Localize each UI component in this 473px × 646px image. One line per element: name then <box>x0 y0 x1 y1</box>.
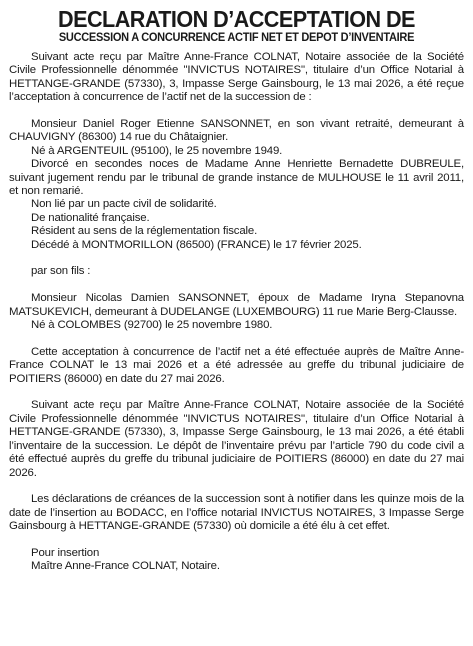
paragraph-gap <box>9 534 464 547</box>
paragraph-gap <box>9 105 464 118</box>
paragraph-gap <box>9 279 464 292</box>
paragraph-birth: Né à ARGENTEUIL (95100), le 25 novembre 1949. <box>31 144 283 157</box>
paragraph-gap <box>9 386 464 399</box>
paragraph-inventory: Suivant acte reçu par Maître Anne-France COLNAT, Notaire associée de la Société Civile Professionnelle dénommée "INVICTUS NOTAIRES", titulaire d’un Office Notarial à HETTANGE-GRANDE (57330), 3, Impasse Serge Gainsbourg, le 13 mai 2026, a été établi l’inventaire de la succession. Le dépôt de l’inventaire prévu par l’article 790 du code civil a été effectué auprès du greffe du tribunal judiciaire de POITIERS (86000) en date du 27 mai 2026. <box>9 399 464 479</box>
paragraph-heir-intro: par son fils : <box>31 265 91 278</box>
paragraph-acceptance-filing: Cette acceptation à concurrence de l’actif net a été effectuée auprès de Maître Anne-France COLNAT le 13 mai 2026 et a été adressée au greffe du tribunal judiciaire de POITIERS (86000) en date du 27 mai 2026. <box>9 345 464 385</box>
paragraph-gap <box>9 252 464 265</box>
paragraph-gap <box>9 332 464 345</box>
paragraph-divorce: Divorcé en secondes noces de Madame Anne Henriette Bernadette DUBREULE, suivant jugement rendu par le tribunal de grande instance de MULHOUSE le 11 avril 2011, et non remarié. <box>9 158 464 198</box>
paragraph-deceased-identity: Monsieur Daniel Roger Etienne SANSONNET, en son vivant retraité, demeurant à CHAUVIGNY (86300) 14 rue du Châtaignier. <box>9 118 464 144</box>
paragraph-residency: Résident au sens de la réglementation fiscale. <box>31 225 258 238</box>
paragraph-heir-identity: Monsieur Nicolas Damien SANSONNET, époux de Madame Iryna Stepanovna MATSUKEVICH, demeurant à DUDELANGE (LUXEMBOURG) 11 rue Marie Berg-Clausse. <box>9 292 464 318</box>
notice-title: DECLARATION D’ACCEPTATION DE <box>58 6 415 32</box>
paragraph-pacs: Non lié par un pacte civil de solidarité. <box>31 198 217 211</box>
paragraph-signature: Maître Anne-France COLNAT, Notaire. <box>31 560 220 573</box>
paragraph-creditor-claims: Les déclarations de créances de la succession sont à notifier dans les quinze mois de la date de l’insertion au BODACC, en l’office notarial INVICTUS NOTAIRES, 3 Impasse Serge Gainsbourg à HETTANGE-GRANDE (57330) où domicile a été élu à cet effet. <box>9 493 464 533</box>
paragraph-heir-birth: Né à COLOMBES (92700) le 25 novembre 1980. <box>31 319 273 332</box>
paragraph-death: Décédé à MONTMORILLON (86500) (FRANCE) le 17 février 2025. <box>31 238 362 251</box>
paragraph-for-insertion: Pour insertion <box>31 546 100 559</box>
paragraph-gap <box>9 480 464 493</box>
paragraph-acceptance-intro: Suivant acte reçu par Maître Anne-France COLNAT, Notaire associée de la Société Civile Professionnelle dénommée "INVICTUS NOTAIRES", titulaire d’un Office Notarial à HETTANGE-GRANDE (57330), 3, Impasse Serge Gainsbourg, le 13 mai 2026, a été reçue l’acceptation à concurrence de l’actif net de la succession de : <box>9 51 464 104</box>
notice-subtitle: SUCCESSION A CONCURRENCE ACTIF NET ET DEPOT D’INVENTAIRE <box>58 31 415 44</box>
notice-body <box>9 51 464 574</box>
paragraph-nationality: De nationalité française. <box>31 211 150 224</box>
